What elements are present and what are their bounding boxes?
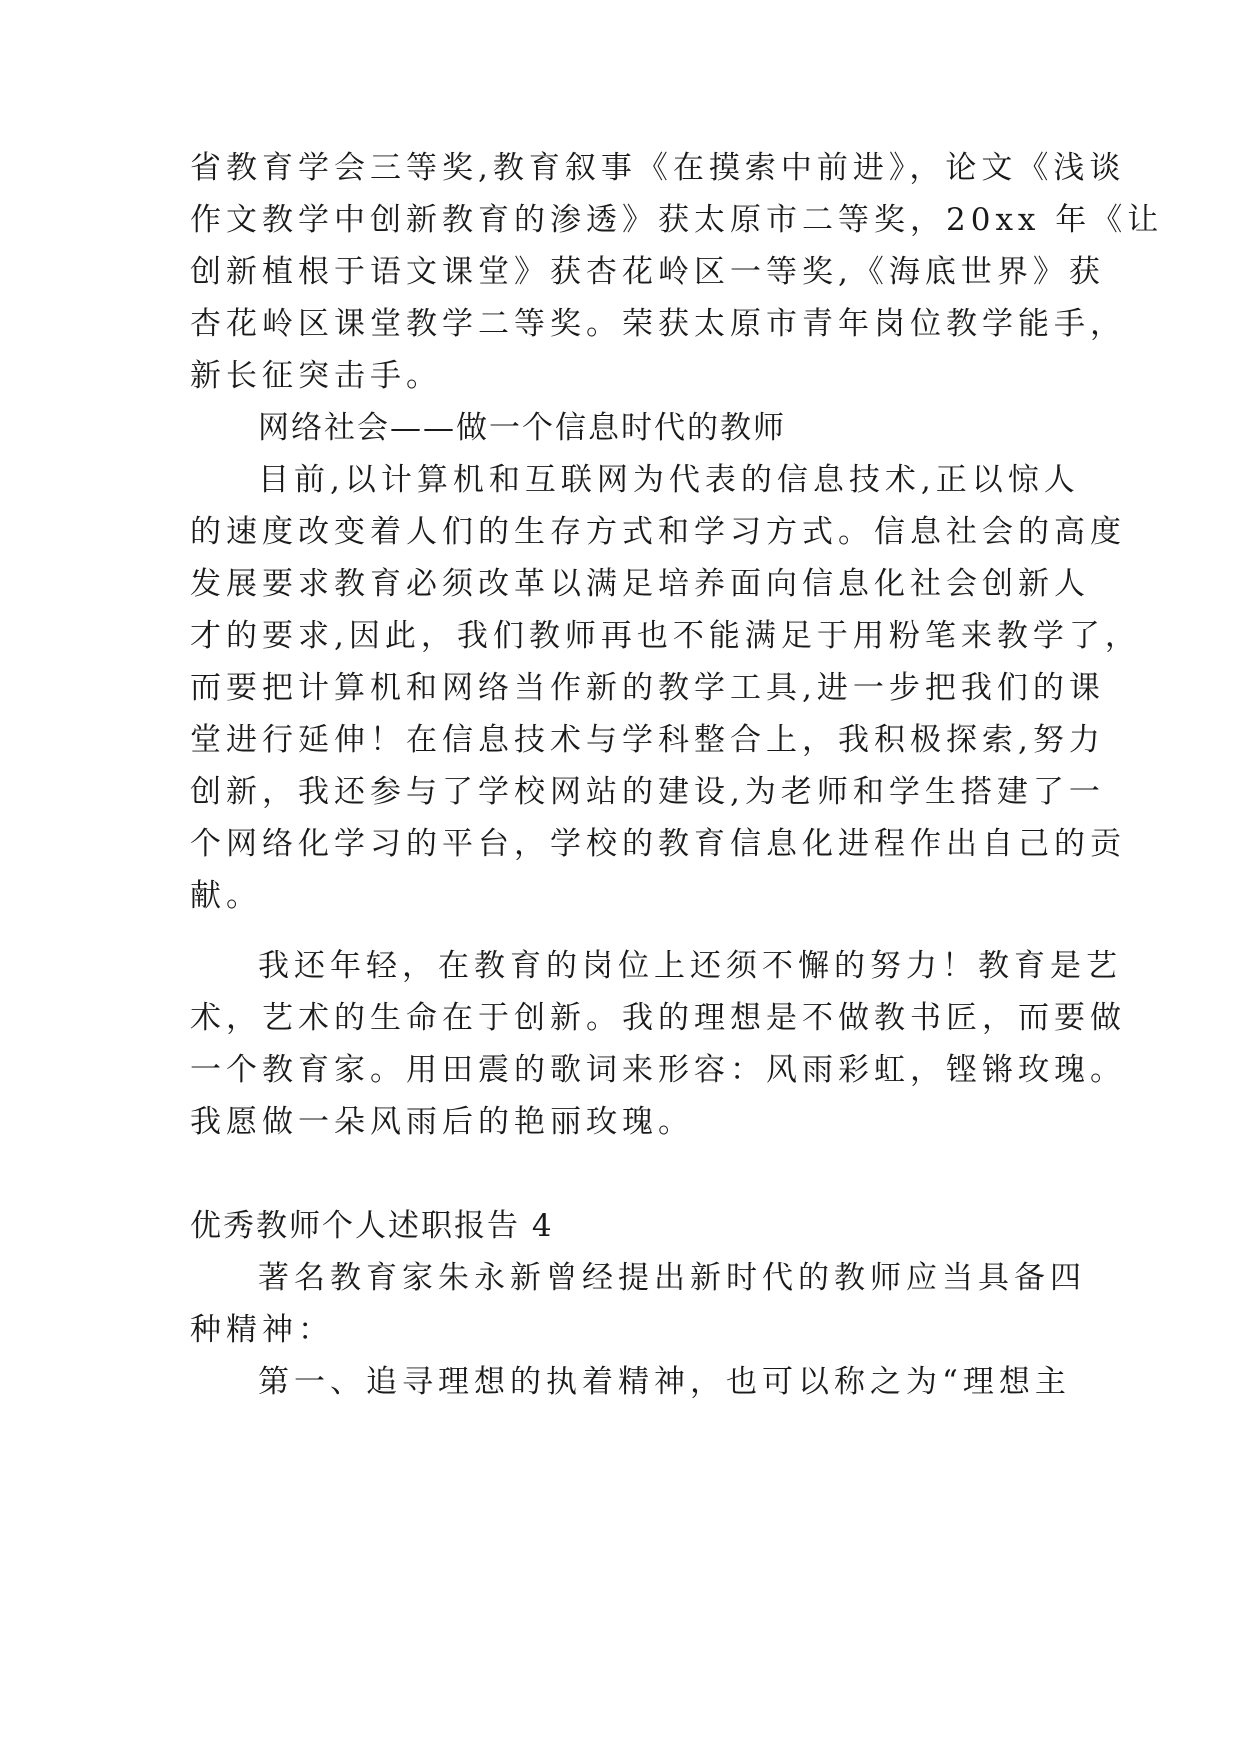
text-line: 一个教育家。用田震的歌词来形容：风雨彩虹，铿锵玫瑰。 (190, 1052, 1126, 1088)
text-line: 才的要求,因此，我们教师再也不能满足于用粉笔来教学了， (190, 618, 1141, 654)
text-line: 术，艺术的生命在于创新。我的理想是不做教书匠，而要做 (190, 1000, 1126, 1036)
text-line: 著名教育家朱永新曾经提出新时代的教师应当具备四 (258, 1260, 1086, 1296)
text-line: 堂进行延伸！在信息技术与学科整合上，我积极探索,努力 (190, 722, 1105, 758)
text-line: 我愿做一朵风雨后的艳丽玫瑰。 (190, 1104, 694, 1140)
text-line: 目前,以计算机和互联网为代表的信息技术,正以惊人 (258, 462, 1080, 498)
text-line: 创新，我还参与了学校网站的建设,为老师和学生搭建了一 (190, 774, 1105, 810)
text-line: 创新植根于语文课堂》获杏花岭区一等奖,《海底世界》获 (190, 254, 1105, 290)
text-line: 种精神： (190, 1312, 334, 1348)
text-line: 的速度改变着人们的生存方式和学习方式。信息社会的高度 (190, 514, 1126, 550)
section-subheading: 网络社会——做一个信息时代的教师 (258, 410, 786, 446)
text-line: 第一、追寻理想的执着精神，也可以称之为“理想主 (258, 1364, 1071, 1400)
report-title: 优秀教师个人述职报告 4 (190, 1208, 554, 1244)
text-line: 献。 (190, 878, 262, 914)
text-line: 新长征突击手。 (190, 358, 442, 394)
text-line: 个网络化学习的平台，学校的教育信息化进程作出自己的贡 (190, 826, 1126, 862)
text-line: 我还年轻，在教育的岗位上还须不懈的努力！教育是艺 (258, 948, 1122, 984)
text-line: 作文教学中创新教育的渗透》获太原市二等奖，20xx 年《让 (190, 202, 1164, 238)
text-line: 省教育学会三等奖,教育叙事《在摸索中前进》，论文《浅谈 (190, 150, 1126, 186)
text-line: 发展要求教育必须改革以满足培养面向信息化社会创新人 (190, 566, 1090, 602)
text-line: 而要把计算机和网络当作新的教学工具,进一步把我们的课 (190, 670, 1105, 706)
text-line: 杏花岭区课堂教学二等奖。荣获太原市青年岗位教学能手， (190, 306, 1126, 342)
